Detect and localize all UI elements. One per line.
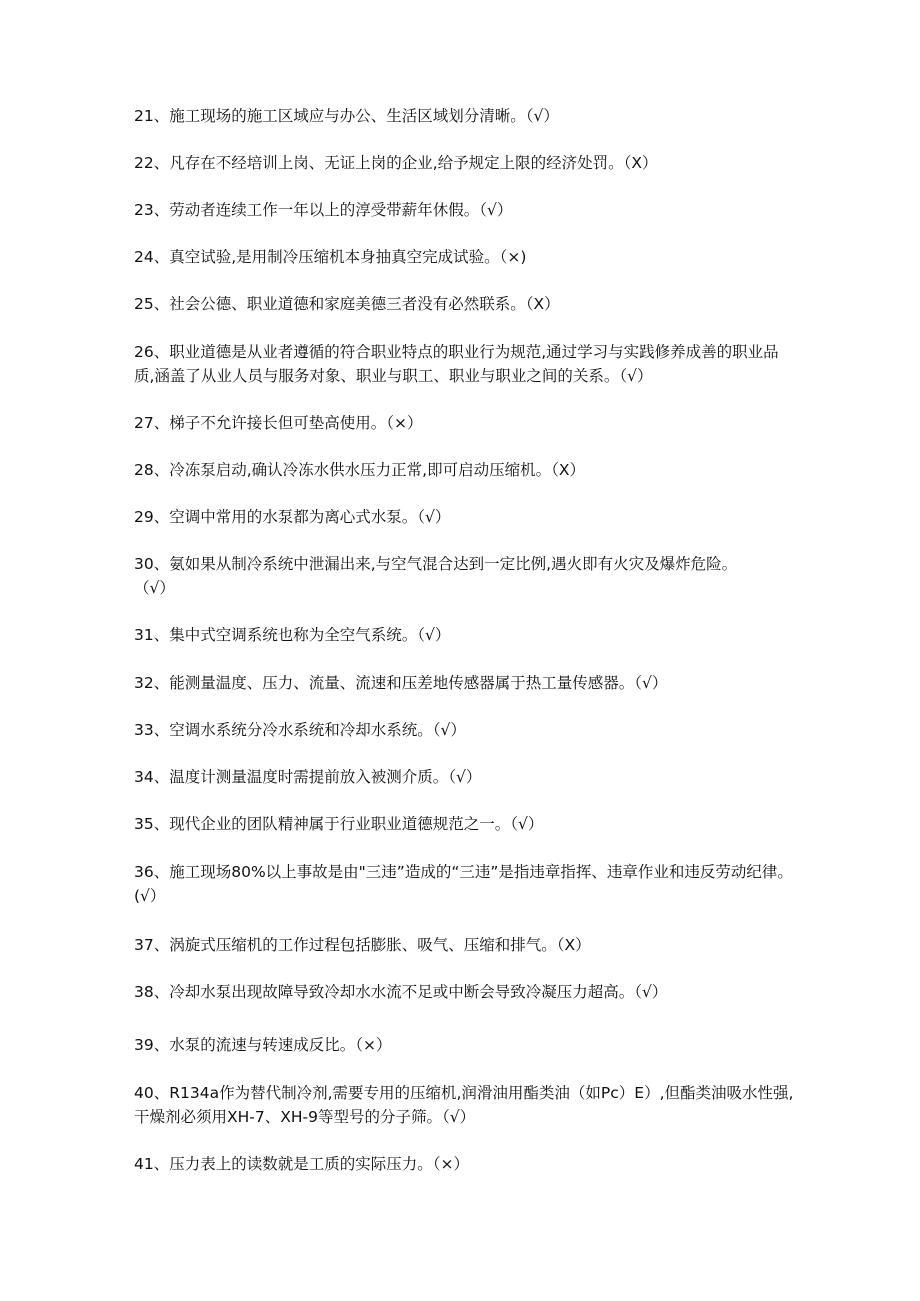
question-30: 30、氨如果从制冷系统中泄漏出来,与空气混合达到一定比例,遇火即有火灾及爆炸危险。 （√） — [134, 555, 738, 597]
question-32: 32、能测量温度、压力、流量、流速和压差地传感器属于热工量传感器。（√） — [134, 674, 668, 692]
question-24: 24、真空试验,是用制冷压缩机本身抽真空完成试验。（×) — [134, 248, 527, 266]
question-23: 23、劳动者连续工作一年以上的淳受带薪年休假。（√） — [134, 201, 513, 219]
question-35: 35、现代企业的团队精神属于行业职业道德规范之一。（√） — [134, 815, 544, 833]
question-21: 21、施工现场的施工区域应与办公、生活区域划分清晰。（√） — [134, 107, 559, 125]
question-40: 40、R134a作为替代制冷剂,需要专用的压缩机,润滑油用酯类油（如Pc）E）,但酯类油吸水性强,干燥剂必须用XH-7、XH-9等型号的分子筛。（√） — [134, 1084, 794, 1126]
question-39: 39、水泵的流速与转速成反比。（×） — [134, 1036, 392, 1054]
question-22: 22、凡存在不经培训上岗、无证上岗的企业,给予规定上限的经济处罚。（X） — [134, 154, 658, 172]
question-34: 34、温度计测量温度时需提前放入被测介质。（√） — [134, 768, 482, 786]
question-29: 29、空调中常用的水泵都为离心式水泵。（√） — [134, 508, 451, 526]
question-36: 36、施工现场80%以上事故是由"三违”造成的“三违”是指违章指挥、违章作业和违反劳动纪律。(√） — [134, 863, 793, 905]
question-33: 33、空调水系统分冷水系统和冷却水系统。（√） — [134, 721, 466, 739]
question-25: 25、社会公德、职业道德和家庭美德三者没有必然联系。（X） — [134, 295, 560, 313]
question-38: 38、冷却水泵出现故障导致冷却水水流不足或中断会导致冷凝压力超高。（√） — [134, 983, 668, 1001]
question-28: 28、冷冻泵启动,确认冷冻水供水压力正常,即可启动压缩机。（X） — [134, 461, 585, 479]
question-26: 26、职业道德是从业者遵循的符合职业特点的职业行为规范,通过学习与实践修养成善的职业品质,涵盖了从业人员与服务对象、职业与职工、职业与职业之间的关系。（√） — [134, 343, 779, 385]
question-37: 37、涡旋式压缩机的工作过程包括膨胀、吸气、压缩和排气。（X） — [134, 936, 591, 954]
question-31: 31、集中式空调系统也称为全空气系统。（√） — [134, 626, 451, 644]
question-27: 27、梯子不允许接长但可垫高使用。（×） — [134, 414, 423, 432]
question-41: 41、压力表上的读数就是工质的实际压力。（×） — [134, 1155, 469, 1173]
